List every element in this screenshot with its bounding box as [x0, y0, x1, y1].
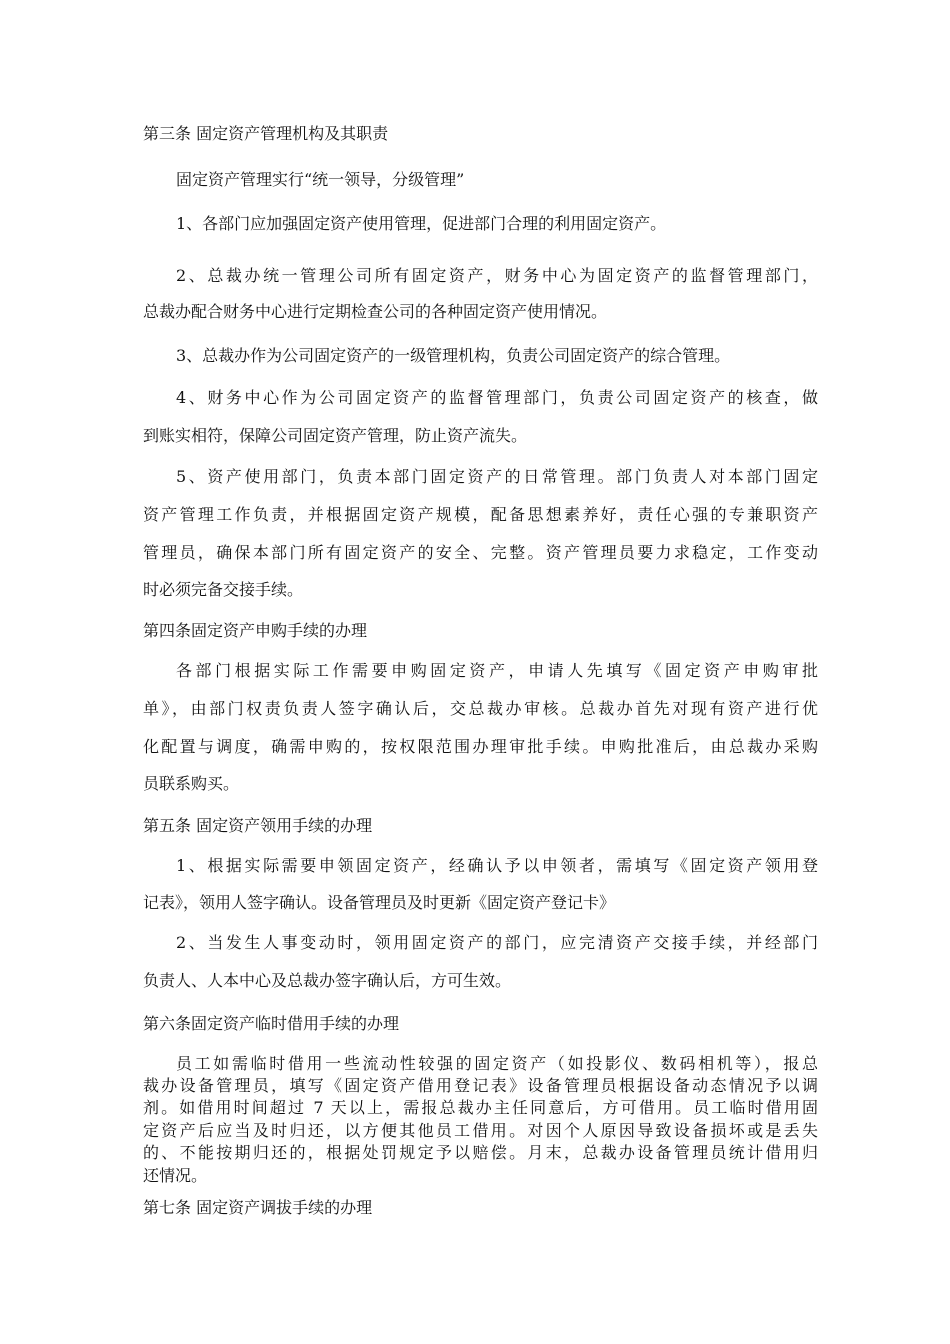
- article-7-heading: 第七条 固定资产调拔手续的办理: [143, 1198, 373, 1217]
- paragraph-line: 2、当发生人事变动时，领用固定资产的部门，应完清资产交接手续，并经部门: [176, 933, 818, 952]
- paragraph-line: 到账实相符，保障公司固定资产管理，防止资产流失。: [143, 426, 528, 445]
- article-5-heading: 第五条 固定资产领用手续的办理: [143, 816, 373, 835]
- paragraph-line: 记表》，领用人签字确认。设备管理员及时更新《固定资产登记卡》: [143, 893, 616, 912]
- paragraph-line: 管理员，确保本部门所有固定资产的安全、完整。资产管理员要力求稳定，工作变动: [143, 543, 818, 562]
- paragraph-line: 定资产后应当及时归还，以方便其他员工借用。对因个人原因导致设备损坏或是丢失: [143, 1121, 818, 1140]
- paragraph-line: 员工如需临时借用一些流动性较强的固定资产（如投影仪、数码相机等），报总: [176, 1054, 818, 1073]
- paragraph-line: 单》，由部门权责负责人签字确认后，交总裁办审核。总裁办首先对现有资产进行优: [143, 699, 818, 718]
- paragraph-line: 的、不能按期归还的，根据处罚规定予以赔偿。月末，总裁办设备管理员统计借用归: [143, 1143, 818, 1162]
- paragraph-line: 化配置与调度，确需申购的，按权限范围办理审批手续。申购批准后，由总裁办采购: [143, 737, 818, 756]
- paragraph-line: 1、各部门应加强固定资产使用管理，促进部门合理的利用固定资产。: [176, 214, 667, 233]
- paragraph-line: 1、根据实际需要申领固定资产，经确认予以申领者，需填写《固定资产领用登: [176, 856, 818, 875]
- paragraph-line: 负责人、人本中心及总裁办签字确认后，方可生效。: [143, 971, 512, 990]
- article-4-heading: 第四条固定资产申购手续的办理: [143, 621, 368, 640]
- paragraph-line: 资产管理工作负责，并根据固定资产规模，配备思想素养好，责任心强的专兼职资产: [143, 505, 818, 524]
- article-6-heading: 第六条固定资产临时借用手续的办理: [143, 1014, 400, 1033]
- paragraph-line: 4、财务中心作为公司固定资产的监督管理部门，负责公司固定资产的核查，做: [176, 388, 818, 407]
- paragraph-line: 员联系购买。: [143, 774, 240, 793]
- paragraph-line: 时必须完备交接手续。: [143, 580, 304, 599]
- paragraph-line: 各部门根据实际工作需要申购固定资产，申请人先填写《固定资产申购审批: [176, 661, 818, 680]
- paragraph-line: 2、总裁办统一管理公司所有固定资产，财务中心为固定资产的监督管理部门，: [176, 266, 818, 285]
- paragraph-line: 3、总裁办作为公司固定资产的一级管理机构，负责公司固定资产的综合管理。: [176, 346, 731, 365]
- paragraph-line: 还情况。: [143, 1166, 208, 1185]
- article-3-heading: 第三条 固定资产管理机构及其职责: [143, 124, 389, 143]
- paragraph-line: 总裁办配合财务中心进行定期检查公司的各种固定资产使用情况。: [143, 302, 608, 321]
- paragraph-line: 剂。如借用时间超过 7 天以上，需报总裁办主任同意后，方可借用。员工临时借用固: [143, 1098, 818, 1117]
- paragraph-line: 5、资产使用部门，负责本部门固定资产的日常管理。部门负责人对本部门固定: [176, 467, 818, 486]
- paragraph-line: 裁办设备管理员，填写《固定资产借用登记表》设备管理员根据设备动态情况予以调: [143, 1076, 818, 1095]
- paragraph-line: 固定资产管理实行“统一领导，分级管理”: [176, 170, 465, 189]
